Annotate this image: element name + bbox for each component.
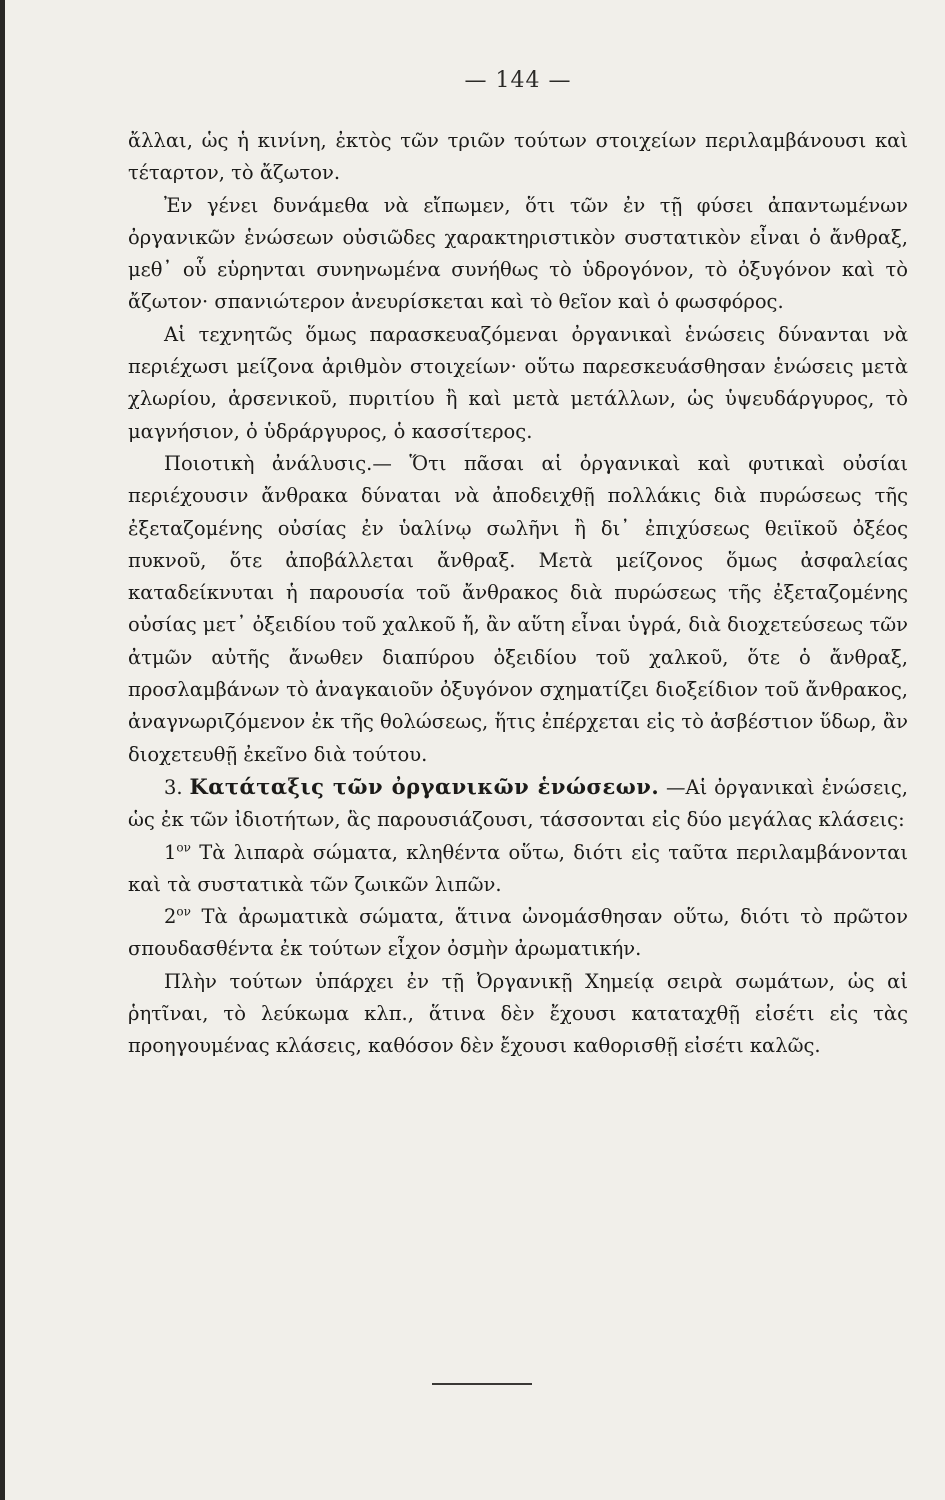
book-page bbox=[128, 68, 908, 1063]
closing-paragraph: Πλὴν τούτων ὑπάρχει ἐν τῇ Ὀργανικῇ Χημείᾳ σειρὰ σωμάτων, ὡς αἱ ῥητῖναι, τὸ λεύκωμα κλπ., ἅτινα δὲν ἔχουσι καταταχθῇ εἰσέτι εἰς τὰς προηγουμένας κλάσεις, καθόσον δὲν ἔχουσι καθορισθῇ εἰσέτι καλῶς. bbox=[128, 969, 908, 1058]
section-text: —Αἱ ὀργανικαὶ ἑνώσεις, ὡς ἐκ τῶν ἰδιοτήτων, ἃς παρουσιάζουσι, τάσσονται εἰς δύο μεγάλας κλάσεις: bbox=[128, 775, 908, 832]
list-item bbox=[128, 837, 908, 902]
section-title: Κατάταξις τῶν ὀργανικῶν ἑνώσεων. bbox=[189, 773, 660, 799]
section-heading-paragraph bbox=[128, 771, 908, 837]
page-number: — 144 — bbox=[464, 68, 572, 93]
list-item bbox=[128, 901, 908, 966]
end-rule bbox=[432, 1383, 532, 1385]
item-text: Τὰ λιπαρὰ σώματα, κληθέντα οὕτω, διότι εἰς ταῦτα περιλαμβάνονται καὶ τὰ συστατικὰ τῶν ζωικῶν λιπῶν. bbox=[128, 840, 909, 896]
page-edge-shadow bbox=[0, 0, 5, 1500]
paragraph-3: Αἱ τεχνητῶς ὅμως παρασκευαζόμεναι ὀργανικαὶ ἑνώσεις δύνανται νὰ περιέχωσι μείζονα ἀριθμὸν στοιχείων· οὕτω παρεσκευάσθησαν ἑνώσεις μετὰ χλωρίου, ἀρσενικοῦ, πυριτίου ἢ καὶ μετὰ μετάλλων, ὡς ὑψευδάργυρος, τὸ μαγνήσιον, ὁ ὑδράργυρος, ὁ κασσίτερος. bbox=[128, 322, 908, 443]
item-text: Τὰ ἀρωματικὰ σώματα, ἅτινα ὠνομάσθησαν οὕτω, διότι τὸ πρῶτον σπουδασθέντα ἐκ τούτων εἶχον ὀσμὴν ἀρωματικήν. bbox=[128, 905, 908, 961]
item-ordinal-suffix: ον bbox=[176, 904, 191, 919]
body-text bbox=[128, 125, 908, 1063]
section-number: 3. bbox=[164, 775, 183, 799]
item-ordinal: 1 bbox=[164, 840, 177, 864]
paragraph-4: Ποιοτικὴ ἀνάλυσις.— Ὅτι πᾶσαι αἱ ὀργανικαὶ καὶ φυτικαὶ οὐσίαι περιέχουσιν ἄνθρακα δύναται νὰ ἀποδειχθῇ πολλάκις διὰ πυρώσεως τῆς ἐξεταζομένης οὐσίας ἐν ὑαλίνῳ σωλῆνι ἢ δι᾽ ἐπιχύσεως θειϊκοῦ ὀξέος πυκνοῦ, ὅτε ἀποβάλλεται ἄνθραξ. Μετὰ μείζονος ὅμως ἀσφαλείας καταδείκνυται ἡ παρουσία τοῦ ἄνθρακος διὰ πυρώσεως τῆς ἐξεταζομένης οὐσίας μετ᾽ ὀξειδίου τοῦ χαλκοῦ ἤ, ἂν αὕτη εἶναι ὑγρά, διὰ διοχετεύσεως τῶν ἀτμῶν αὐτῆς ἄνωθεν διαπύρου ὀξειδίου τοῦ χαλκοῦ, ὅτε ὁ ἄνθραξ, προσλαμβάνων τὸ ἀναγκαιοῦν ὀξυγόνον σχηματίζει διοξείδιον τοῦ ἄνθρακος, ἀναγνωριζόμενον ἐκ τῆς θολώσεως, ἥτις ἐπέρχεται εἰς τὸ ἀσβέστιον ὕδωρ, ἂν διοχετευθῇ ἐκεῖνο διὰ τούτου. bbox=[128, 451, 908, 766]
paragraph-2: Ἐν γένει δυνάμεθα νὰ εἴπωμεν, ὅτι τῶν ἐν τῇ φύσει ἀπαντωμένων ὀργανικῶν ἑνώσεων οὐσιῶδες χαρακτηριστικὸν συστατικὸν εἶναι ὁ ἄνθραξ, μεθ᾽ οὗ εὑρηνται συνηνωμένα συνήθως τὸ ὑδρογόνον, τὸ ὀξυγόνον καὶ τὸ ἄζωτον· σπανιώτερον ἀνευρίσκεται καὶ τὸ θεῖον καὶ ὁ φωσφόρος. bbox=[128, 193, 908, 314]
item-ordinal-suffix: ον bbox=[176, 840, 191, 855]
paragraph-1: ἄλλαι, ὡς ἡ κινίνη, ἐκτὸς τῶν τριῶν τούτων στοιχείων περιλαμβάνουσι καὶ τέταρτον, τὸ ἄζωτον. bbox=[128, 129, 908, 185]
item-ordinal: 2 bbox=[164, 905, 177, 929]
